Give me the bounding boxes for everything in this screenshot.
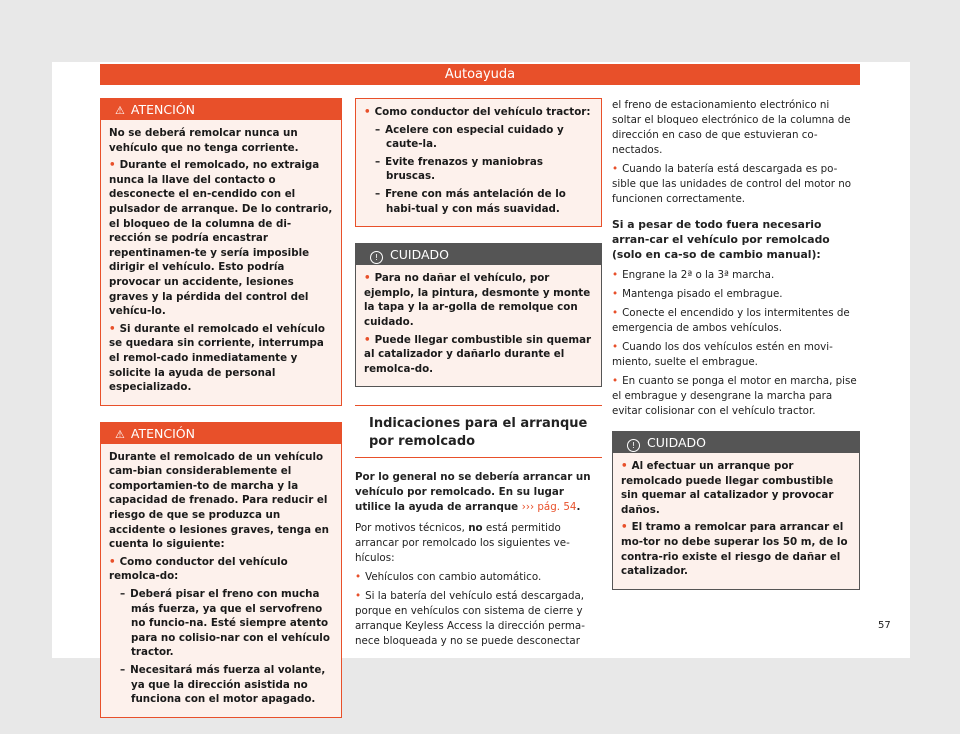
caution-bullet: • Puede llegar combustible sin quemar al catalizador y dañarlo durante el remolca-do. — [364, 333, 593, 377]
page-reference-link[interactable]: ››› pág. 54 — [521, 501, 577, 514]
caution-bullet: • Al efectuar un arranque por remolcado puede llegar combustible sin quemar al catalizador y provocar daños. — [621, 459, 851, 517]
warning-box-1 — [100, 98, 342, 406]
warning-paragraph: No se deberá remolcar nunca un vehículo que no tenga corriente. — [109, 127, 299, 154]
warning-box-body — [356, 99, 601, 226]
warning-title: ATENCIÓN — [130, 102, 195, 117]
warning-bullet: • Como conductor del vehículo tractor: — [364, 105, 593, 120]
page-number: 57 — [878, 620, 891, 631]
body-bullet: • Conecte el encendido y los intermitentes de emergencia de ambos vehículos. — [612, 306, 860, 336]
warning-box-header — [101, 423, 341, 444]
warning-dash-item: – Evite frenazos y maniobras bruscas. — [364, 155, 593, 184]
section-title: Indicaciones para el arranque por remolcado — [355, 405, 602, 458]
caution-box-header — [613, 432, 859, 453]
warning-dash-item: – Deberá pisar el freno con mucha más fuerza, ya que el servofreno no funcio-na. Esté siempre atento para no colisio-nar con el vehículo tractor. — [109, 587, 333, 660]
caution-box-2 — [612, 431, 860, 590]
warning-dash-item: – Frene con más antelación de lo habi-tual y con más suavidad. — [364, 187, 593, 216]
bold-word: no — [468, 522, 483, 535]
text-run: Por motivos técnicos, — [355, 522, 465, 535]
warning-box-header — [101, 99, 341, 120]
body-paragraph: el freno de estacionamiento electrónico ni soltar el bloqueo electrónico de la columna de dirección en caso de que estuvieran co-nectados. — [612, 99, 851, 156]
body-bullet: • Cuando la batería está descargada es po-sible que las unidades de control del motor no funcionen correctamente. — [612, 162, 860, 207]
body-bullet: • Cuando los dos vehículos estén en movi-miento, suelte el embrague. — [612, 340, 860, 370]
warning-box-2 — [100, 422, 342, 718]
warning-box-body — [101, 444, 341, 717]
caution-title: CUIDADO — [647, 435, 706, 450]
warning-bullet: • Durante el remolcado, no extraiga nunca la llave del contacto o desconecte el en-cendido con el pulsador de arranque. De lo contrario, el bloqueo de la columna de di-rección se podría encastrar repentinamen-te y sería imposible dirigir el vehículo. Esto podría provocar un accidente, lesiones graves y la pérdida del control del vehícu-lo. — [109, 158, 333, 319]
body-paragraph — [355, 521, 602, 566]
info-circle-icon: ! — [370, 251, 383, 264]
subheading: Si a pesar de todo fuera necesario arran-car el vehículo por remolcado (solo en ca-so de cambio manual): — [612, 218, 830, 261]
warning-dash-item: – Necesitará más fuerza al volante, ya que la dirección asistida no funciona con el motor apagado. — [109, 663, 333, 707]
warning-bullet: • Si durante el remolcado el vehículo se quedara sin corriente, interrumpa el remol-cado inmediatamente y solicite la ayuda de personal especializado. — [109, 322, 333, 395]
warning-triangle-icon: ⚠ — [115, 104, 125, 117]
caution-box-body — [356, 265, 601, 386]
warning-box-continued — [355, 98, 602, 227]
warning-title: ATENCIÓN — [130, 425, 195, 441]
lead-end: . — [576, 501, 581, 514]
column-2 — [355, 98, 602, 653]
caution-box-header — [356, 244, 601, 265]
body-bullet: • Engrane la 2ª o la 3ª marcha. — [612, 268, 860, 283]
body-bullet: • Si la batería del vehículo está descargada, porque en vehículos con sistema de cierre y arranque Keyless Access la dirección perma-nece bloqueada y no se puede desconectar — [355, 589, 602, 649]
section-header: Autoayuda — [100, 64, 860, 85]
caution-title: CUIDADO — [390, 247, 449, 263]
warning-paragraph: Durante el remolcado de un vehículo cam-bian considerablemente el comportamien-to de marcha y la capacidad de frenado. Para reducir el riesgo de que se produzca un accidente o lesiones graves, tenga en cuenta lo siguiente: — [109, 450, 329, 551]
warning-triangle-icon: ⚠ — [115, 427, 125, 441]
lead-paragraph — [355, 470, 602, 515]
warning-dash-item: – Acelere con especial cuidado y caute-la. — [364, 123, 593, 152]
warning-bullet: • Como conductor del vehículo remolca-do: — [109, 555, 333, 584]
column-3 — [612, 98, 860, 606]
caution-bullet: • Para no dañar el vehículo, por ejemplo, la pintura, desmonte y monte la tapa y la ar-golla de remolque con cuidado. — [364, 271, 593, 329]
caution-box-1 — [355, 243, 602, 387]
body-bullet: • En cuanto se ponga el motor en marcha, pise el embrague y desengrane la marcha para evitar colisionar con el vehículo tractor. — [612, 374, 860, 419]
lead-text: Por lo general no se debería arrancar un vehículo por remolcado. En su lugar utilice la ayuda de arranque — [355, 471, 591, 514]
info-circle-icon: ! — [627, 439, 640, 452]
body-bullet: • Mantenga pisado el embrague. — [612, 287, 860, 302]
body-bullet: • Vehículos con cambio automático. — [355, 570, 602, 585]
warning-box-body — [101, 120, 341, 405]
caution-box-body — [613, 453, 859, 589]
text-run: está permitido arrancar por remolcado los siguientes ve-hículos: — [355, 522, 570, 565]
caution-bullet: • El tramo a remolcar para arrancar el mo-tor no debe superar los 50 m, de lo contra-rio existe el riesgo de dañar el catalizador. — [621, 520, 851, 578]
column-1 — [100, 98, 342, 734]
